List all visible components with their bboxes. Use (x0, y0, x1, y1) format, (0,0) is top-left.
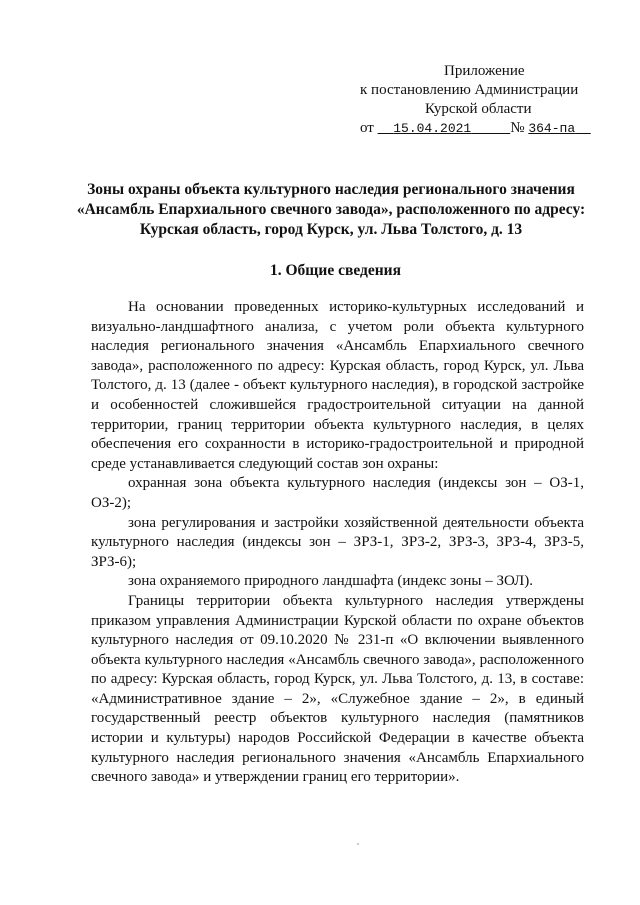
appendix-resolution: к постановлению Администрации (360, 82, 579, 98)
appendix-region: Курской области (425, 101, 532, 117)
paragraph-zone-zol: зона охраняемого природного ландшафта (индекс зоны – ЗОЛ). (128, 573, 533, 590)
from-label: от (360, 120, 374, 136)
paragraph-intro: На основании проведенных историко-культурных исследований и визуально-ландшафтного анализа, с учетом роли объекта культурного наследия регионального значения «Ансамбль Епархиального свечного завода», расположенного по адресу: Курская область, город Курск, ул. Льва Толстого, д. 13 (далее - объект культурного наследия), в городской застройке и особенностей сложившейся градостроительной ситуации на данной территории, границ территории объекта культурного наследия, в целях обеспечения его сохранности в историко-градостроительной и природной среде устанавливается следующий состав зон охраны: (91, 299, 584, 472)
document-body (91, 298, 584, 788)
scan-speck (357, 843, 359, 845)
resolution-date: 15.04.2021 (393, 121, 472, 136)
paragraph-zone-oz: охранная зона объекта культурного наследия (индексы зон – ОЗ-1, ОЗ-2); (91, 475, 584, 511)
appendix-date-number (360, 119, 590, 138)
appendix-title: Приложение (444, 63, 525, 79)
paragraph-zone-zrz: зона регулирования и застройки хозяйственной деятельности объекта культурного наследия (индексы зон – ЗРЗ-1, ЗРЗ-2, ЗРЗ-3, ЗРЗ-4, ЗРЗ-5, ЗРЗ-6); (91, 514, 584, 570)
appendix-header (360, 62, 590, 138)
paragraph-boundaries: Границы территории объекта культурного наследия утверждены приказом управления Администрации Курской области по охране объектов культурного наследия от 09.10.2020 № 231-п «О включении выявленного объекта культурного наследия «Ансамбль свечного завода», расположенного по адресу: Курская область, город Курск, ул. Льва Толстого, д. 13, в составе: «Административное здание – 2», «Служебное здание – 2», в единый государственный реестр объектов культурного наследия (памятников истории и культуры) народов Российской Федерации в качестве объекта культурного наследия регионального значения «Ансамбль Епархиального свечного завода» и утверждении границ его территории». (91, 592, 584, 786)
resolution-number: 364-па (528, 121, 576, 136)
section-heading: 1. Общие сведения (270, 262, 401, 279)
number-label: № (510, 120, 525, 136)
document-title: Зоны охраны объекта культурного наследия регионального значения «Ансамбль Епархиального свечного завода», расположенного по адресу: Курская область, город Курск, ул. Льва Толстого, д. 13 (76, 181, 586, 238)
